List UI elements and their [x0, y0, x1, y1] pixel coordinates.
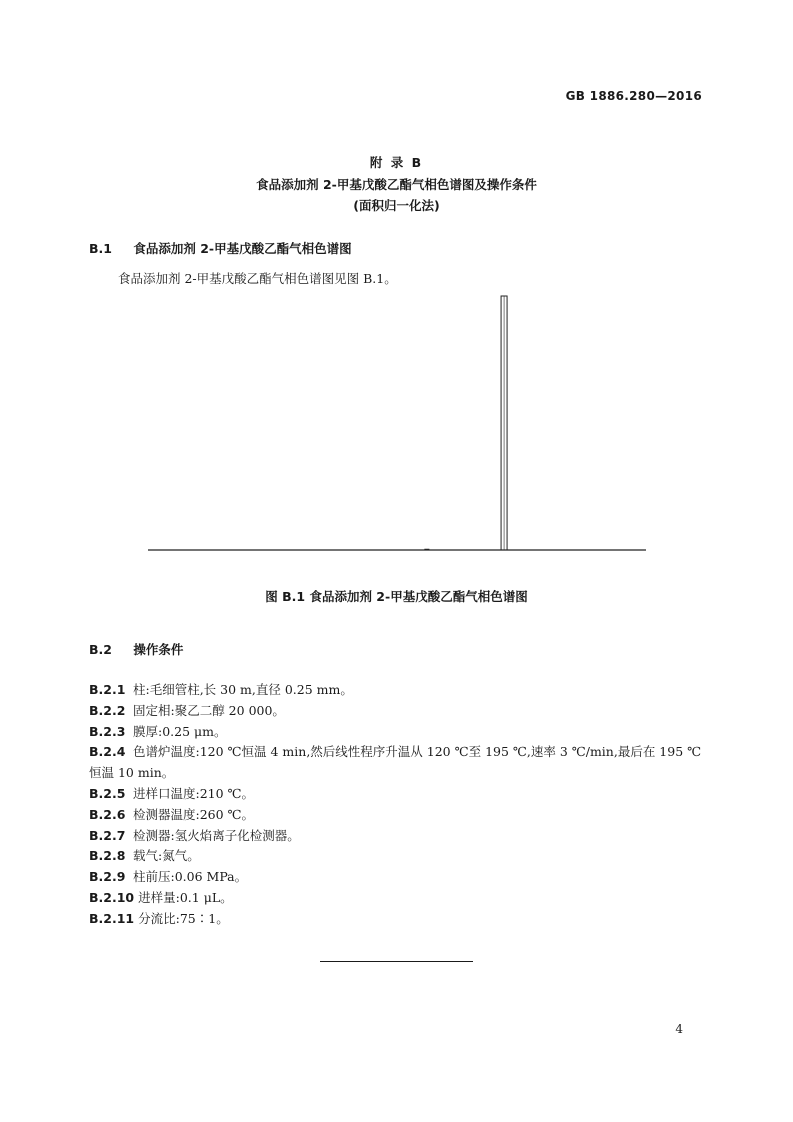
condition-text: 检测器温度:260 ℃。 — [133, 806, 255, 822]
section-b2-number: B.2 — [89, 642, 112, 657]
section-b2-heading — [89, 640, 183, 658]
condition-item — [89, 888, 709, 909]
operating-conditions-list — [89, 680, 709, 930]
chromatogram-series-line — [148, 296, 646, 550]
chromatogram-chart — [140, 288, 660, 560]
condition-item — [89, 722, 709, 743]
page-number: 4 — [675, 1022, 683, 1036]
condition-text: 检测器:氢火焰离子化检测器。 — [133, 827, 300, 843]
condition-text: 柱:毛细管柱,长 30 m,直径 0.25 mm。 — [133, 682, 353, 697]
condition-item — [89, 680, 709, 701]
standard-number: GB 1886.280—2016 — [565, 89, 702, 103]
appendix-method: (面积归一化法) — [353, 198, 440, 213]
condition-item — [89, 742, 709, 784]
condition-text: 进样口温度:210 ℃。 — [133, 785, 255, 801]
end-rule — [320, 961, 473, 962]
condition-text: 载气:氮气。 — [133, 848, 200, 864]
condition-number: B.2.4 — [89, 744, 126, 760]
appendix-title: 附 录 B — [369, 155, 424, 170]
condition-number: B.2.7 — [89, 827, 126, 843]
condition-number: B.2.9 — [89, 869, 126, 885]
condition-number: B.2.3 — [89, 723, 126, 739]
section-b1-paragraph: 食品添加剂 2-甲基戊酸乙酯气相色谱图见图 B.1。 — [118, 271, 397, 286]
condition-item — [89, 909, 709, 930]
section-b2-title: 操作条件 — [133, 642, 184, 657]
condition-item — [89, 846, 709, 867]
condition-text: 进样量:0.1 μL。 — [138, 889, 233, 905]
condition-number: B.2.2 — [89, 702, 126, 718]
condition-number: B.2.6 — [89, 806, 126, 822]
condition-number: B.2.11 — [89, 910, 135, 926]
section-b1-number: B.1 — [89, 241, 112, 256]
appendix-subtitle: 食品添加剂 2-甲基戊酸乙酯气相色谱图及操作条件 — [256, 177, 537, 192]
condition-number: B.2.8 — [89, 848, 126, 864]
condition-number: B.2.5 — [89, 785, 126, 801]
condition-text: 膜厚:0.25 μm。 — [133, 723, 227, 739]
condition-item — [89, 701, 709, 722]
condition-item — [89, 805, 709, 826]
condition-text: 分流比:75∶1。 — [138, 910, 229, 926]
condition-item — [89, 867, 709, 888]
condition-number: B.2.1 — [89, 682, 126, 697]
condition-item — [89, 826, 709, 847]
condition-text: 柱前压:0.06 MPa。 — [133, 869, 248, 885]
figure-caption: 图 B.1 食品添加剂 2-甲基戊酸乙酯气相色谱图 — [265, 589, 528, 604]
condition-number: B.2.10 — [89, 889, 135, 905]
section-b1-title: 食品添加剂 2-甲基戊酸乙酯气相色谱图 — [133, 241, 352, 256]
chromatogram-svg — [140, 288, 660, 560]
condition-text: 色谱炉温度:120 ℃恒温 4 min,然后线性程序升温从 120 ℃至 195 ℃,速率 3 ℃/min,最后在 195 ℃恒温 10 min。 — [89, 744, 702, 781]
condition-text: 固定相:聚乙二醇 20 000。 — [133, 702, 285, 718]
condition-item — [89, 784, 709, 805]
section-b1-heading — [89, 239, 352, 257]
